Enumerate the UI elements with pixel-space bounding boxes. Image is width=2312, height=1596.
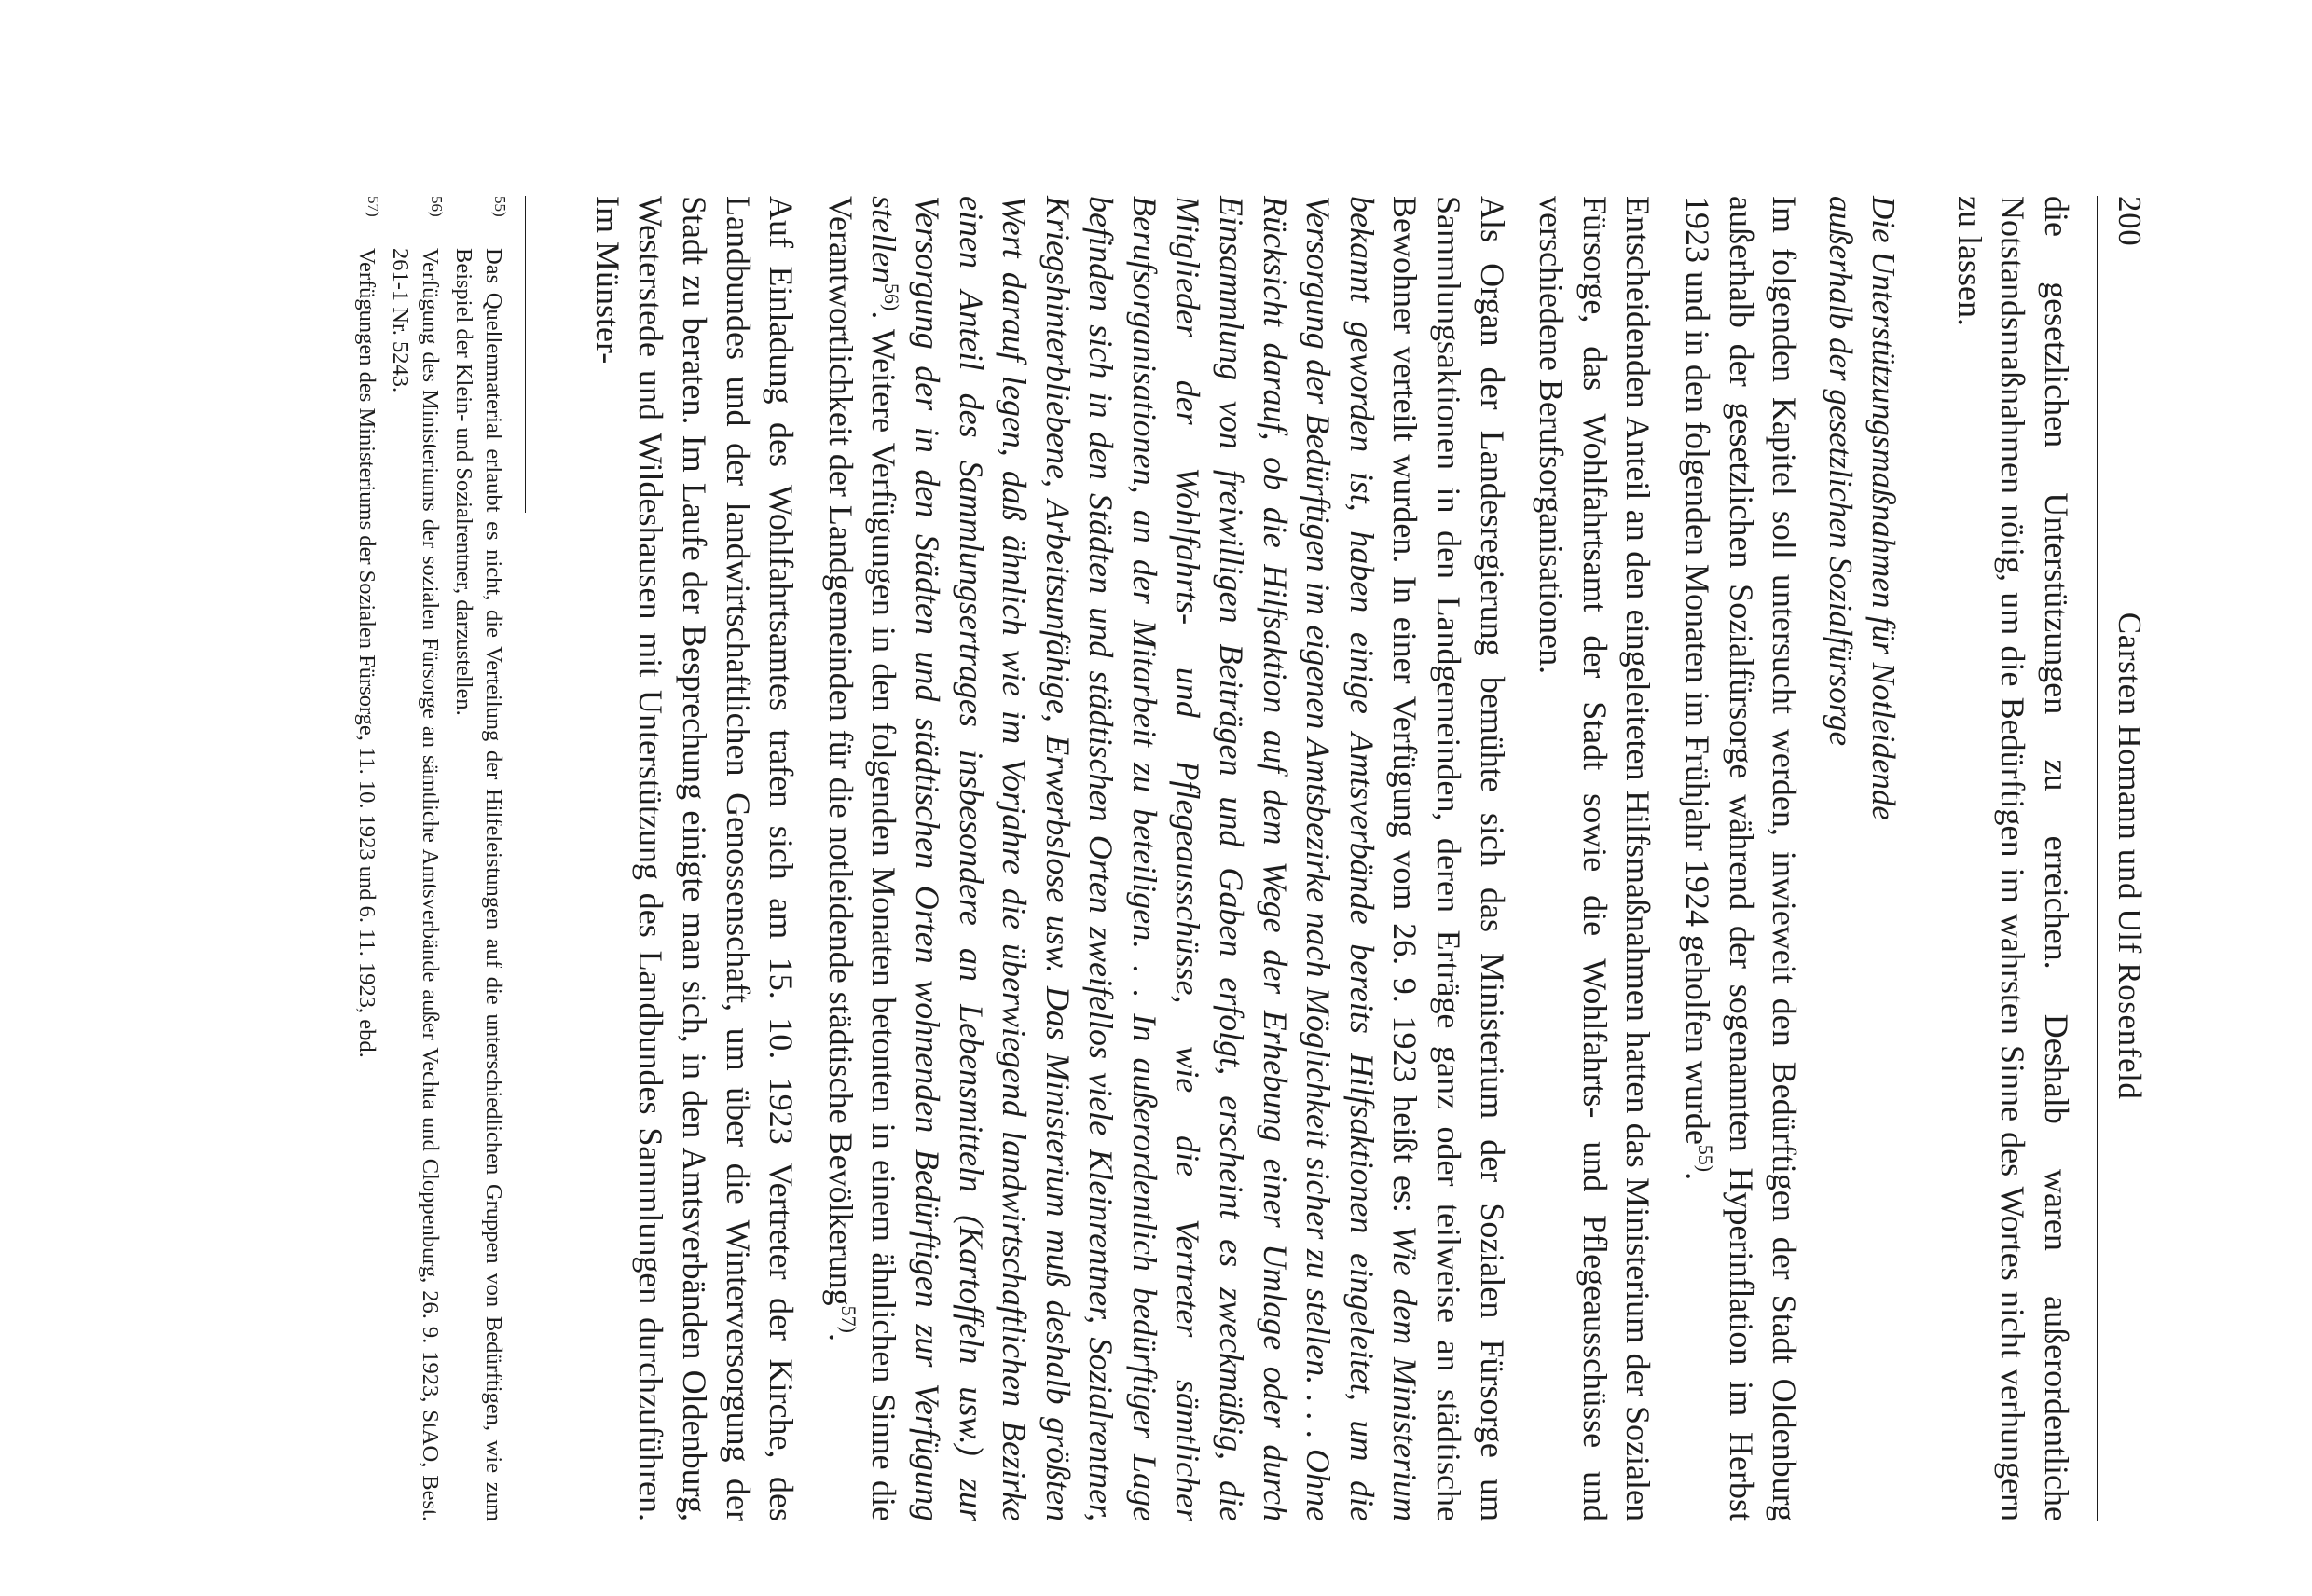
footnote-ref-56[interactable]: 56) bbox=[880, 282, 904, 311]
paragraph-1-text: die gesetzlichen Unterstützungen zu erreichen. Deshalb waren außerordentliche Notstandsmaßnahmen nötig, um die Bedürftigen im wahrsten Sinne des Wortes nicht verhungern zu lassen. bbox=[1950, 196, 2075, 1521]
footnote-mark-text: 55) bbox=[491, 196, 510, 217]
running-header bbox=[2097, 196, 2148, 1521]
paragraph-2-text: Im folgenden Kapitel soll untersucht werden, inwieweit den Bedürftigen der Stadt Oldenburg außerhalb der gesetzlichen Sozialfürsorge während der sogenannten Hyperinflation im Herbst 1923 und in den folgenden Monaten im Frühjahr 1924 geholfen wurde bbox=[1679, 196, 1804, 1521]
footnote-text: Verfügungen des Ministeriums der Sozialen Fürsorge, 11. 10. 1923 und 6. 11. 1923, ebd. bbox=[354, 248, 380, 1058]
page-number: 200 bbox=[2112, 196, 2148, 247]
paragraph-4-quote: Wie dem Ministerium bekannt geworden ist, haben einige Amtsverbände bereits Hilfsaktionen eingeleitet, um die Versorgung der Bedürftigen im eigenen Amtsbezirke nach Möglichkeit sicher zu stellen. . . . Ohne Rücksicht darauf, ob die Hilfsaktion auf dem Wege der Erhebung einer Umlage oder durch Einsammlung von freiwilligen Beiträgen und Gaben erfolgt, erscheint es zweckmäßig, die Mitglieder der Wohlfahrts- und Pflegeausschüsse, wie die Vertreter sämtlicher Berufsorganisationen, an der Mitarbeit zu beteiligen. . . In außerordentlich bedürftiger Lage befinden sich in den Städten und städtischen Orten zweifellos viele Kleinrentner, Sozialrentner, Kriegshinterbliebene, Arbeitsunfähige, Erwerbslose usw. Das Ministerium muß deshalb größten Wert darauf legen, daß ähnlich wie im Vorjahre die überwiegend landwirtschaftlichen Bezirke einen Anteil des Sammlungsertrages insbesondere an Lebensmitteln (Kartoffeln usw.) zur Versorgung der in den Städten und städtischen Orten wohnenden Bedürftigen zur Verfügung stellen bbox=[865, 196, 1424, 1521]
page-content bbox=[348, 196, 2148, 1521]
paragraph-4 bbox=[819, 196, 1514, 1521]
paragraph-2 bbox=[1675, 196, 1806, 1521]
paragraph-2-end: . bbox=[1679, 1172, 1717, 1181]
footnote-mark-text: 56) bbox=[428, 196, 447, 217]
footnote-text: Verfügung des Ministeriums der sozialen Fürsorge an sämtliche Amtsverbände außer Vechta und Cloppenburg, 26. 9. 1923, StAO, Best. 261-1 Nr. 5243. bbox=[388, 248, 444, 1521]
paragraph-3-text: Entscheidenden Anteil an den eingeleiteten Hilfsmaßnahmen hatten das Ministerium der Sozialen Fürsorge, das Wohlfahrtsamt der Stadt sowie die Wohlfahrts- und Pflegeausschüsse und verschiedene Berufsorganisationen. bbox=[1533, 196, 1658, 1521]
paragraph-3 bbox=[1530, 196, 1660, 1521]
paragraph-4-text-after: . Weitere Verfügungen in den folgenden Monaten betonten in einem ähnlichen Sinne die Verantwortlichkeit der Landgemeinden für die notleidende städtische Bevölkerung bbox=[821, 196, 903, 1521]
footnote-divider bbox=[525, 196, 526, 513]
footnote-ref-55[interactable]: 55) bbox=[1694, 1144, 1718, 1173]
footnote-mark-text: 57) bbox=[365, 196, 383, 217]
paragraph-4-text-before: Als Organ der Landesregierung bemühte sich das Ministerium der Sozialen Fürsorge um Sammlungsaktionen in den Landgemeinden, deren Erträge ganz oder teilweise an städtische Bewohner verteilt wurden. In einer Verfügung vom 26. 9. 1923 heißt es: bbox=[1386, 196, 1511, 1521]
body-text bbox=[585, 196, 2078, 1521]
running-head-authors: Carsten Homann und Ulf Rosenfeld bbox=[2112, 612, 2148, 1100]
footnote-57 bbox=[351, 196, 381, 1521]
paragraph-1 bbox=[1947, 196, 2078, 1521]
section-heading bbox=[1819, 196, 1905, 1521]
footnote-56 bbox=[385, 196, 445, 1521]
footnote-mark bbox=[351, 196, 381, 248]
section-heading-line-2: außerhalb der gesetzlichen Sozialfürsorge bbox=[1823, 196, 1860, 747]
footnote-text: Das Quellenmaterial erlaubt es nicht, die Verteilung der Hilfeleistungen auf die unterschiedlichen Gruppen von Bedürftigen, wie zum Beispiel der Klein- und Sozialrentner, darzustellen. bbox=[451, 248, 507, 1521]
footnote-mark bbox=[385, 196, 445, 248]
section-heading-line-1: Die Unterstützungsmaßnahmen für Notleidende bbox=[1865, 196, 1903, 820]
paragraph-4-end: . bbox=[821, 1332, 860, 1341]
footnotes bbox=[351, 196, 508, 1521]
paragraph-5 bbox=[585, 196, 803, 1521]
footnote-ref-57[interactable]: 57) bbox=[836, 1305, 860, 1333]
paragraph-5-text: Auf Einladung des Wohlfahrtsamtes trafen sich am 15. 10. 1923 Vertreter der Kirche, des Landbundes und der landwirtschaftlichen Genossenschaft, um über die Winterversorgung der Stadt zu beraten. Im Laufe der Besprechung einigte man sich, in den Amtsverbänden Oldenburg, Westerstede und Wildeshausen mit Unterstützung des Landbundes Sammlungen durchzuführen. Im Münster- bbox=[588, 196, 801, 1521]
footnote-55 bbox=[448, 196, 508, 1521]
footnote-mark bbox=[448, 196, 508, 248]
